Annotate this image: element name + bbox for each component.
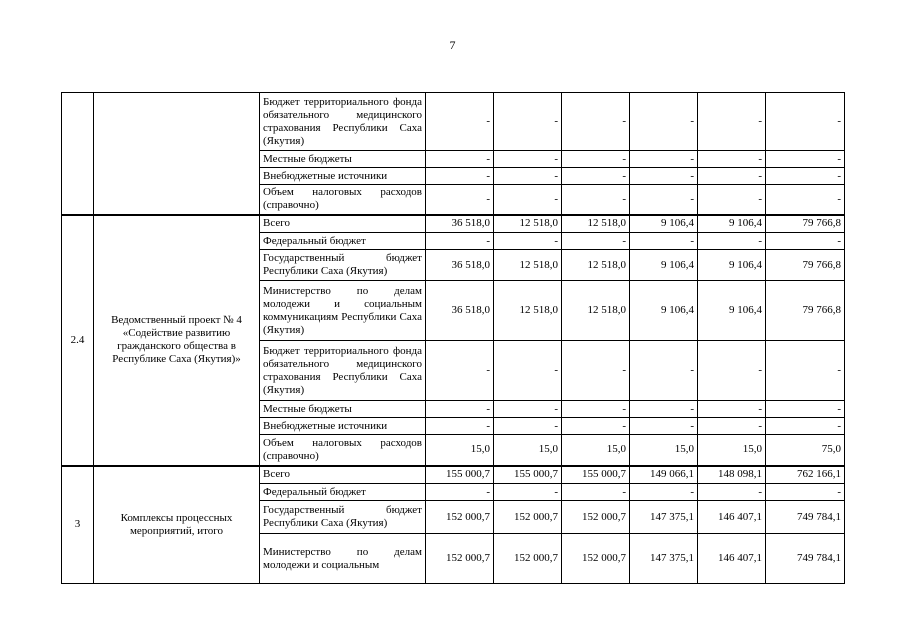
value-cell: - bbox=[562, 93, 630, 151]
item-name-cell bbox=[94, 93, 260, 215]
value-cell: 147 375,1 bbox=[630, 501, 698, 534]
value-cell: - bbox=[630, 401, 698, 418]
value-cell: 147 375,1 bbox=[630, 534, 698, 584]
value-cell: - bbox=[562, 151, 630, 168]
funding-source-cell: Всего bbox=[260, 466, 426, 484]
value-cell: - bbox=[698, 151, 766, 168]
funding-source-cell: Министерство по делам молодежи и социальным коммуникациям Республики Саха (Якутия) bbox=[260, 281, 426, 341]
value-cell: - bbox=[494, 185, 562, 215]
value-cell: - bbox=[562, 418, 630, 435]
value-cell: - bbox=[698, 341, 766, 401]
value-cell: 12 518,0 bbox=[494, 250, 562, 281]
value-cell: 79 766,8 bbox=[766, 250, 845, 281]
value-cell: - bbox=[494, 233, 562, 250]
value-cell: - bbox=[426, 341, 494, 401]
funding-source-cell: Внебюджетные источники bbox=[260, 168, 426, 185]
funding-source-cell: Бюджет территориального фонда обязательного медицинского страхования Республики Саха (Якутия) bbox=[260, 341, 426, 401]
table-row bbox=[62, 466, 845, 484]
value-cell: 79 766,8 bbox=[766, 215, 845, 233]
funding-source-cell: Всего bbox=[260, 215, 426, 233]
value-cell: 749 784,1 bbox=[766, 534, 845, 584]
value-cell: 152 000,7 bbox=[426, 501, 494, 534]
item-name-cell: Ведомственный проект № 4 «Содействие развитию гражданского общества в Республике Саха (Якутия)» bbox=[94, 215, 260, 466]
value-cell: - bbox=[494, 484, 562, 501]
value-cell: - bbox=[630, 168, 698, 185]
value-cell: - bbox=[426, 233, 494, 250]
table-row bbox=[62, 215, 845, 233]
funding-source-cell: Государственный бюджет Республики Саха (Якутия) bbox=[260, 501, 426, 534]
value-cell: 36 518,0 bbox=[426, 250, 494, 281]
funding-source-cell: Объем налоговых расходов (справочно) bbox=[260, 435, 426, 466]
item-name-cell: Комплексы процессных мероприятий, итого bbox=[94, 466, 260, 584]
funding-source-cell: Государственный бюджет Республики Саха (Якутия) bbox=[260, 250, 426, 281]
value-cell: - bbox=[766, 185, 845, 215]
funding-source-cell: Местные бюджеты bbox=[260, 151, 426, 168]
value-cell: - bbox=[698, 168, 766, 185]
value-cell: 152 000,7 bbox=[562, 534, 630, 584]
page-number: 7 bbox=[449, 38, 456, 52]
value-cell: - bbox=[630, 341, 698, 401]
value-cell: 79 766,8 bbox=[766, 281, 845, 341]
value-cell: 12 518,0 bbox=[494, 281, 562, 341]
value-cell: - bbox=[698, 484, 766, 501]
value-cell: - bbox=[766, 233, 845, 250]
value-cell: - bbox=[630, 185, 698, 215]
value-cell: - bbox=[494, 401, 562, 418]
funding-source-cell: Федеральный бюджет bbox=[260, 233, 426, 250]
value-cell: 148 098,1 bbox=[698, 466, 766, 484]
value-cell: - bbox=[698, 233, 766, 250]
value-cell: 9 106,4 bbox=[698, 215, 766, 233]
value-cell: - bbox=[766, 93, 845, 151]
funding-source-cell: Министерство по делам молодежи и социальным bbox=[260, 534, 426, 584]
value-cell: - bbox=[426, 93, 494, 151]
funding-source-cell: Бюджет территориального фонда обязательного медицинского страхования Республики Саха (Якутия) bbox=[260, 93, 426, 151]
value-cell: 15,0 bbox=[494, 435, 562, 466]
value-cell: 155 000,7 bbox=[426, 466, 494, 484]
value-cell: - bbox=[766, 418, 845, 435]
value-cell: - bbox=[698, 418, 766, 435]
value-cell: - bbox=[426, 418, 494, 435]
value-cell: - bbox=[426, 484, 494, 501]
value-cell: 749 784,1 bbox=[766, 501, 845, 534]
value-cell: 12 518,0 bbox=[562, 281, 630, 341]
row-number-cell: 2.4 bbox=[62, 215, 94, 466]
value-cell: 9 106,4 bbox=[630, 281, 698, 341]
value-cell: 36 518,0 bbox=[426, 281, 494, 341]
value-cell: - bbox=[562, 233, 630, 250]
funding-source-cell: Местные бюджеты bbox=[260, 401, 426, 418]
value-cell: - bbox=[630, 418, 698, 435]
value-cell: - bbox=[766, 484, 845, 501]
value-cell: 146 407,1 bbox=[698, 534, 766, 584]
value-cell: - bbox=[426, 151, 494, 168]
value-cell: 152 000,7 bbox=[562, 501, 630, 534]
value-cell: - bbox=[494, 151, 562, 168]
value-cell: 152 000,7 bbox=[494, 501, 562, 534]
value-cell: - bbox=[630, 233, 698, 250]
value-cell: - bbox=[766, 341, 845, 401]
value-cell: 15,0 bbox=[698, 435, 766, 466]
value-cell: 762 166,1 bbox=[766, 466, 845, 484]
value-cell: - bbox=[494, 93, 562, 151]
value-cell: 146 407,1 bbox=[698, 501, 766, 534]
value-cell: - bbox=[426, 185, 494, 215]
value-cell: 9 106,4 bbox=[698, 250, 766, 281]
value-cell: 9 106,4 bbox=[630, 215, 698, 233]
funding-source-cell: Федеральный бюджет bbox=[260, 484, 426, 501]
value-cell: - bbox=[630, 151, 698, 168]
value-cell: - bbox=[494, 418, 562, 435]
table-row bbox=[62, 93, 845, 151]
row-number-cell bbox=[62, 93, 94, 215]
funding-source-cell: Объем налоговых расходов (справочно) bbox=[260, 185, 426, 215]
value-cell: 15,0 bbox=[630, 435, 698, 466]
value-cell: 9 106,4 bbox=[630, 250, 698, 281]
value-cell: - bbox=[426, 168, 494, 185]
value-cell: - bbox=[766, 151, 845, 168]
value-cell: - bbox=[766, 401, 845, 418]
value-cell: 12 518,0 bbox=[562, 215, 630, 233]
funding-source-cell: Внебюджетные источники bbox=[260, 418, 426, 435]
value-cell: - bbox=[562, 401, 630, 418]
value-cell: - bbox=[562, 185, 630, 215]
value-cell: 15,0 bbox=[562, 435, 630, 466]
value-cell: - bbox=[562, 168, 630, 185]
value-cell: 155 000,7 bbox=[562, 466, 630, 484]
value-cell: - bbox=[630, 93, 698, 151]
value-cell: - bbox=[562, 484, 630, 501]
value-cell: 152 000,7 bbox=[426, 534, 494, 584]
value-cell: - bbox=[562, 341, 630, 401]
value-cell: - bbox=[766, 168, 845, 185]
value-cell: - bbox=[698, 93, 766, 151]
budget-table bbox=[61, 92, 845, 584]
value-cell: 36 518,0 bbox=[426, 215, 494, 233]
value-cell: - bbox=[630, 484, 698, 501]
value-cell: 15,0 bbox=[426, 435, 494, 466]
value-cell: - bbox=[494, 168, 562, 185]
value-cell: 12 518,0 bbox=[494, 215, 562, 233]
value-cell: 75,0 bbox=[766, 435, 845, 466]
value-cell: 149 066,1 bbox=[630, 466, 698, 484]
value-cell: - bbox=[698, 401, 766, 418]
value-cell: - bbox=[426, 401, 494, 418]
row-number-cell: 3 bbox=[62, 466, 94, 584]
value-cell: - bbox=[698, 185, 766, 215]
value-cell: - bbox=[494, 341, 562, 401]
value-cell: 155 000,7 bbox=[494, 466, 562, 484]
value-cell: 9 106,4 bbox=[698, 281, 766, 341]
value-cell: 12 518,0 bbox=[562, 250, 630, 281]
value-cell: 152 000,7 bbox=[494, 534, 562, 584]
